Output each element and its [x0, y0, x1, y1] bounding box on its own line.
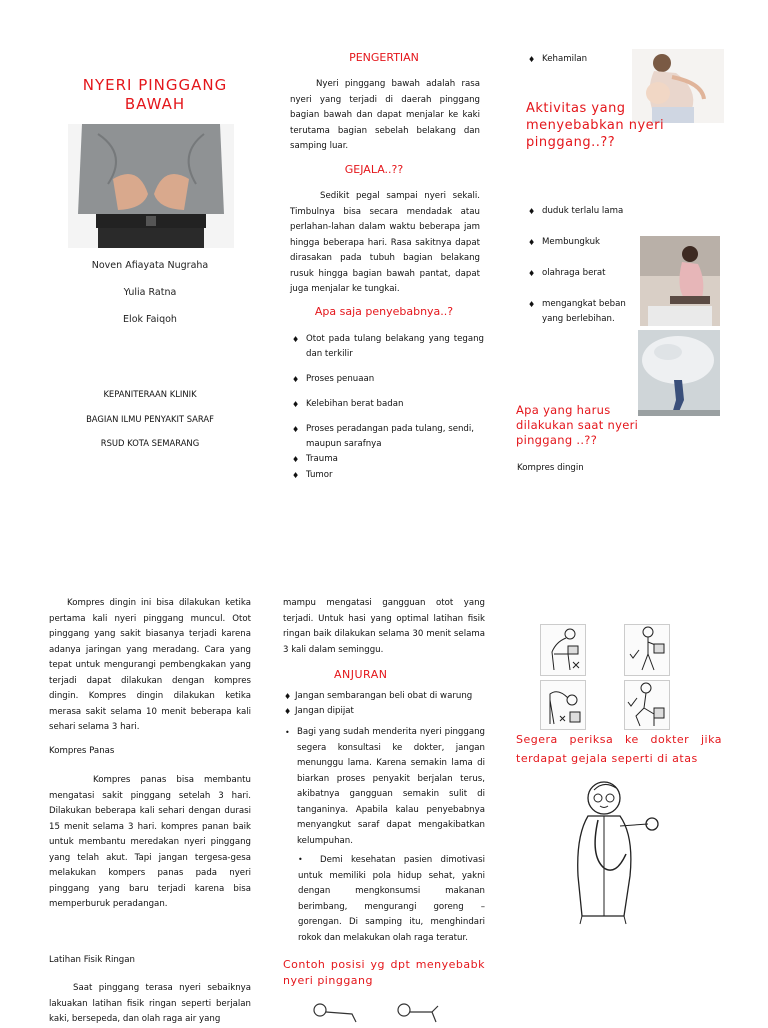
kehamilan-list: [528, 52, 628, 67]
list-item: ♦ Membungkuk: [528, 235, 638, 250]
list-item: ♦ Proses peradangan pada tulang, sendi, maupun sarafnya: [292, 422, 484, 452]
bending-wrong-icon: [540, 680, 586, 730]
institution-line-2: BAGIAN ILMU PENYAKIT SARAF: [86, 414, 214, 424]
latihan-continued-text: mampu mengatasi gangguan otot yang terjadi. Untuk hasi yang optimal latihan fisik ringan baik dilakukan selama 30 menit selama 3 kali dalam seminggu.: [283, 598, 485, 655]
author-2: Yulia Ratna: [123, 287, 177, 298]
list-item: ♦ Otot pada tulang belakang yang tegang dan terkilir: [292, 332, 484, 362]
apa-heading: Apa yang harus dilakukan saat nyeri pinggang ..??: [516, 403, 639, 447]
list-item: ♦ mengangkat beban yang berlebihan.: [528, 297, 638, 327]
back-pain-photo: [68, 124, 234, 248]
latihan-heading: Latihan Fisik Ringan: [49, 955, 135, 965]
doctor-illustration: [560, 776, 668, 926]
aktivitas-list: [528, 204, 638, 327]
anjuran-heading: ANJURAN: [334, 668, 388, 681]
institution-line-1: KEPANITERAAN KLINIK: [103, 389, 197, 399]
list-item: ♦ Jangan sembarangan beli obat di warung: [284, 689, 484, 704]
author-1: Noven Afiayata Nugraha: [91, 260, 209, 271]
bending-right-icon: [624, 680, 670, 730]
para-healthy: Demi kesehatan pasien dimotivasi untuk memiliki pola hidup sehat, yakni dengan mengkonsumsi makanan berimbang, mengurangi goreng – gorengan. Di samping itu, menghindari rokok dan melakukan olah raga teratur.: [298, 855, 485, 943]
lifting-right-icon: [624, 624, 670, 676]
sitting-woman-photo: [640, 236, 720, 326]
contoh-heading: Contoh posisi yg dpt menyebabk nyeri pinggang: [283, 958, 485, 987]
list-item: ♦ Kehamilan: [528, 52, 628, 67]
list-item: ♦ Tumor: [292, 468, 484, 483]
list-item: ♦ duduk terlalu lama: [528, 204, 638, 219]
kompres-dingin-label: Kompres dingin: [517, 463, 584, 473]
segera-text: Segera periksa ke dokter jika terdapat gejala seperti di atas: [516, 733, 722, 765]
para-bullet-2: •: [298, 855, 303, 864]
list-item: ♦ Kelebihan berat badan: [292, 397, 484, 412]
posture-sketch: [300, 1000, 460, 1024]
kompres-dingin-text: Kompres dingin ini bisa dilakukan ketika pertama kali nyeri pinggang muncul. Otot pinggang yang sakit biasanya terjadi karena adanya jaringan yang meradang. Cara yang tepat untuk mengurangi pembengkakan yang terjadi dapat dilakukan dengan kompres dingin. Kompres dingin dilakukan ketika merasa sakit selama 10 menit beberapa kali sehari selama 3 hari.: [49, 598, 251, 732]
latihan-text: Saat pinggang terasa nyeri sebaiknya lakuakan latihan fisik ringan seperti berjalan kaki, bersepeda, dan olah raga air yang: [49, 983, 251, 1024]
author-3: Elok Faiqoh: [123, 314, 177, 325]
brochure-title: NYERI PINGGANG BAWAH: [82, 76, 228, 113]
aktivitas-heading: Aktivitas yang menyebabkan nyeri pinggang..??: [526, 101, 665, 150]
kompres-panas-heading: Kompres Panas: [49, 746, 115, 756]
lifting-wrong-icon: [540, 624, 586, 676]
penyebab-list: [292, 332, 484, 483]
list-item: ♦ olahraga berat: [528, 266, 638, 281]
pengertian-text: Nyeri pinggang bawah adalah rasa nyeri yang terjadi di daerah pinggang bagian bawah dan dapat menjalar ke kaki terutama bagian sebelah belakang dan samping luar.: [290, 79, 480, 151]
list-item: ♦ Jangan dipijat: [284, 704, 484, 719]
list-item: ♦ Trauma: [292, 452, 484, 467]
list-item: ♦ Proses penuaan: [292, 372, 484, 387]
pengertian-heading: PENGERTIAN: [349, 51, 419, 64]
gejala-heading: GEJALA..??: [344, 163, 404, 176]
penyebab-heading: Apa saja penyebabnya..?: [314, 305, 454, 318]
kompres-panas-text: Kompres panas bisa membantu mengatasi sakit pinggang setelah 3 hari. Dilakukan beberapa kali sehari dengan durasi 15 menit selama 3 hari. kompres panan baik untuk membantu meredakan nyeri pinggang yang telah akut. Tapi jangan tergesa-gesa melakukan kompers panas pada nyeri pinggang yang baru terjadi karena bisa memperburuk peradangan.: [49, 775, 251, 909]
institution-line-3: RSUD KOTA SEMARANG: [100, 438, 200, 448]
anjuran-list: [284, 689, 484, 719]
gejala-text: Sedikit pegal sampai nyeri sekali. Timbulnya bisa secara mendadak atau perlahan-lahan dalam waktu beberapa jam hingga beberapa hari. Rasa sakitnya dapat dirasakan pada tubuh bagian belakang rusuk hingga bagian bawah pantat, dapat juga menjalar ke tungkai.: [290, 191, 480, 294]
para-bullet-1: •: [285, 728, 290, 737]
para-consult: Bagi yang sudah menderita nyeri pinggang segera konsultasi ke dokter, jangan menunggu lama. Karena semakin lama di biarkan proses penyakit berjalan terus, akibatnya gangguan semakin sulit di tanganinya. Apabila kalau penyebabnya menyangkut saraf dapat mengakibatkan kelumpuhan.: [297, 727, 485, 846]
